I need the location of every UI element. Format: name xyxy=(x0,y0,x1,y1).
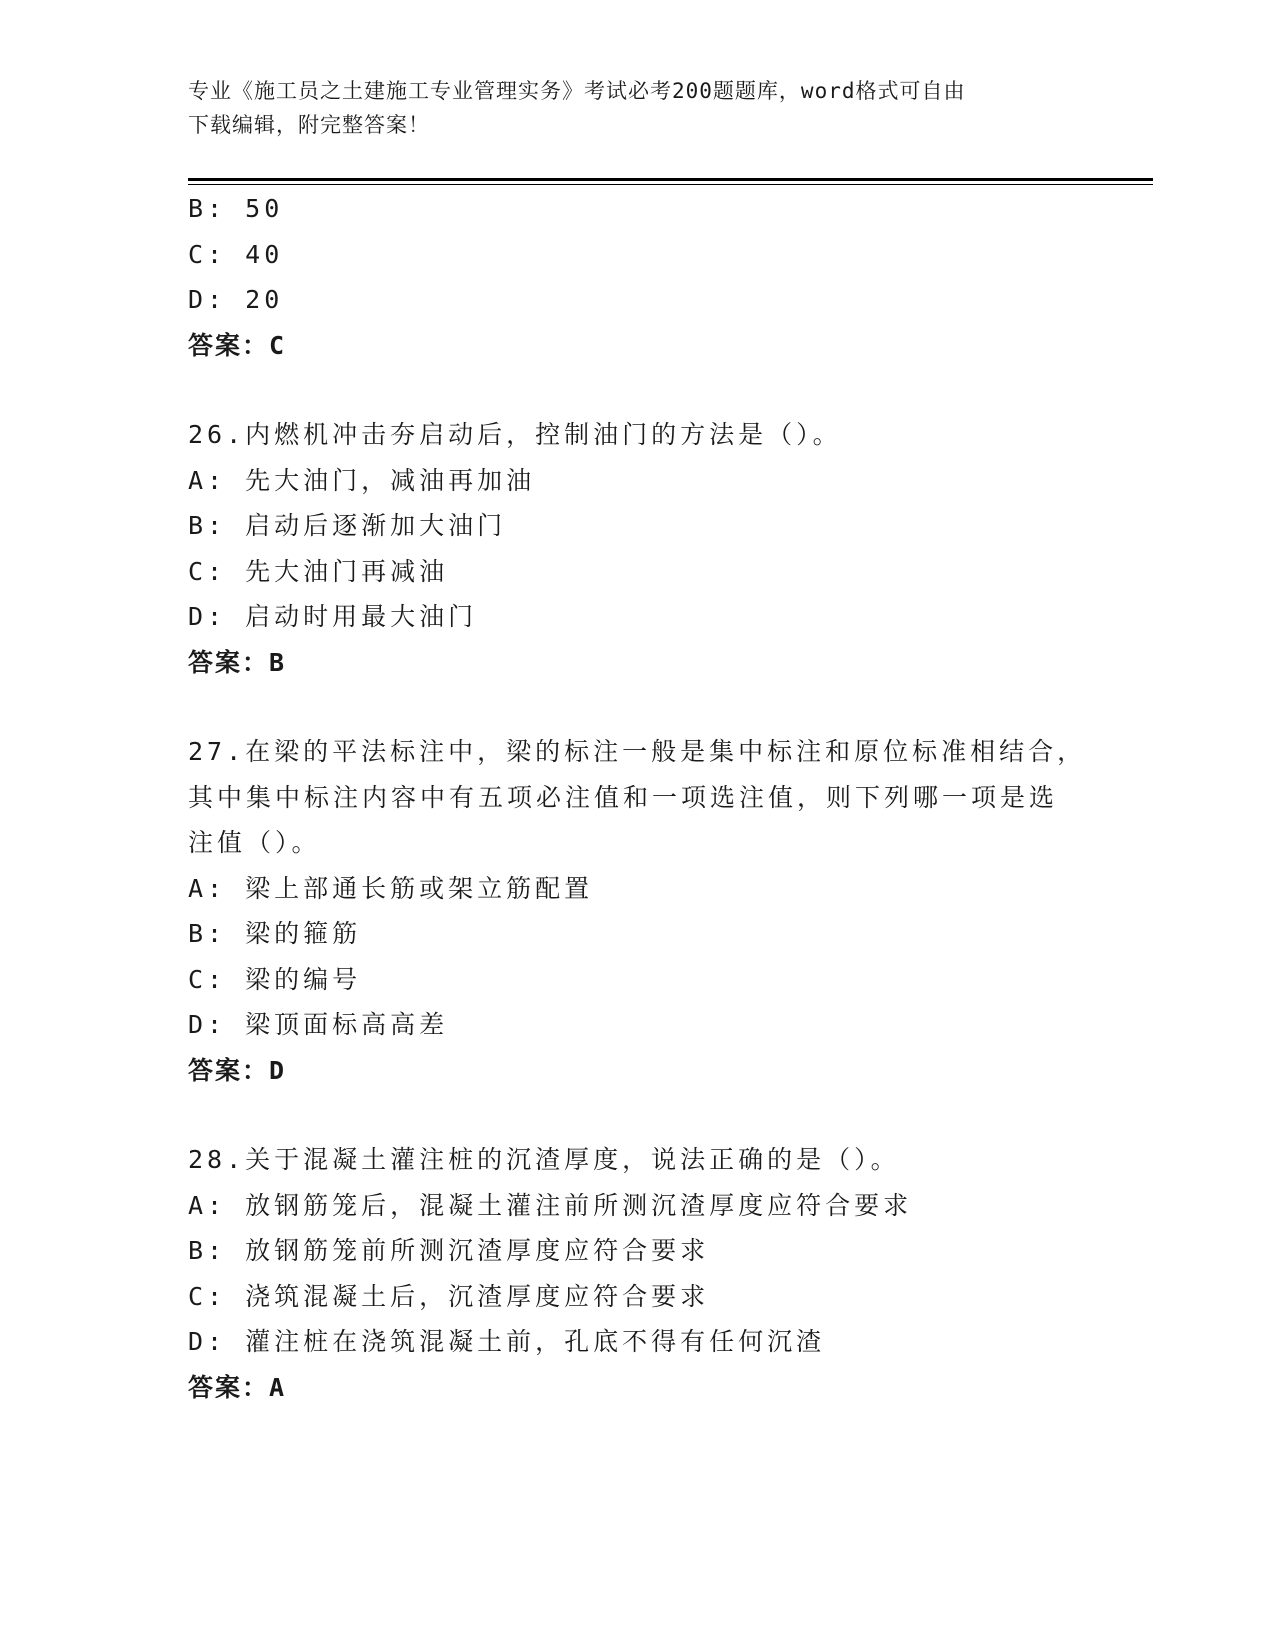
question-stem: 27.在梁的平法标注中，梁的标注一般是集中标注和原位标准相结合， xyxy=(188,737,1087,766)
question-body xyxy=(188,186,1088,1410)
header-rule-thin xyxy=(188,184,1153,185)
previous-question-tail xyxy=(188,186,1088,368)
option-b: B: 梁的箍筋 xyxy=(188,919,362,948)
option-c: C: 梁的编号 xyxy=(188,964,362,994)
option-c: C: 浇筑混凝土后，沉渣厚度应符合要求 xyxy=(188,1281,710,1311)
answer-line: 答案：A xyxy=(188,1372,287,1402)
answer-line: 答案：C xyxy=(188,330,287,360)
option-b: B: 启动后逐渐加大油门 xyxy=(188,511,507,540)
option-a: A: 放钢筋笼后，混凝土灌注前所测沉渣厚度应符合要求 xyxy=(188,1190,913,1220)
question-stem: 28.关于混凝土灌注桩的沉渣厚度，说法正确的是（）。 xyxy=(188,1145,900,1174)
option-c: C: 先大油门再减油 xyxy=(188,556,449,586)
answer-line: 答案：D xyxy=(188,1055,287,1085)
option-a: A: 梁上部通长筋或架立筋配置 xyxy=(188,873,594,903)
question-stem: 注值（）。 xyxy=(188,828,321,857)
page-header xyxy=(188,74,1068,142)
option-d: D: 灌注桩在浇筑混凝土前，孔底不得有任何沉渣 xyxy=(188,1327,826,1356)
header-line-2: 下载编辑，附完整答案！ xyxy=(188,113,430,137)
spacer xyxy=(188,685,1088,729)
option-a: A: 先大油门，减油再加油 xyxy=(188,465,536,495)
question-28 xyxy=(188,1137,1088,1410)
header-rule-thick xyxy=(188,178,1153,181)
header-line-1: 专业《施工员之土建施工专业管理实务》考试必考200题题库，word格式可自由 xyxy=(188,79,966,103)
option-b: B: 50 xyxy=(188,194,284,223)
question-stem: 其中集中标注内容中有五项必注值和一项选注值，则下列哪一项是选 xyxy=(188,782,1059,812)
question-stem: 26.内燃机冲击夯启动后，控制油门的方法是（）。 xyxy=(188,420,842,449)
option-c: C: 40 xyxy=(188,239,284,269)
question-26 xyxy=(188,412,1088,685)
option-d: D: 启动时用最大油门 xyxy=(188,602,478,631)
question-27 xyxy=(188,729,1088,1093)
option-d: D: 20 xyxy=(188,285,284,314)
option-d: D: 梁顶面标高高差 xyxy=(188,1010,449,1039)
answer-line: 答案：B xyxy=(188,647,287,677)
spacer xyxy=(188,368,1088,412)
spacer xyxy=(188,1093,1088,1137)
option-b: B: 放钢筋笼前所测沉渣厚度应符合要求 xyxy=(188,1236,710,1265)
